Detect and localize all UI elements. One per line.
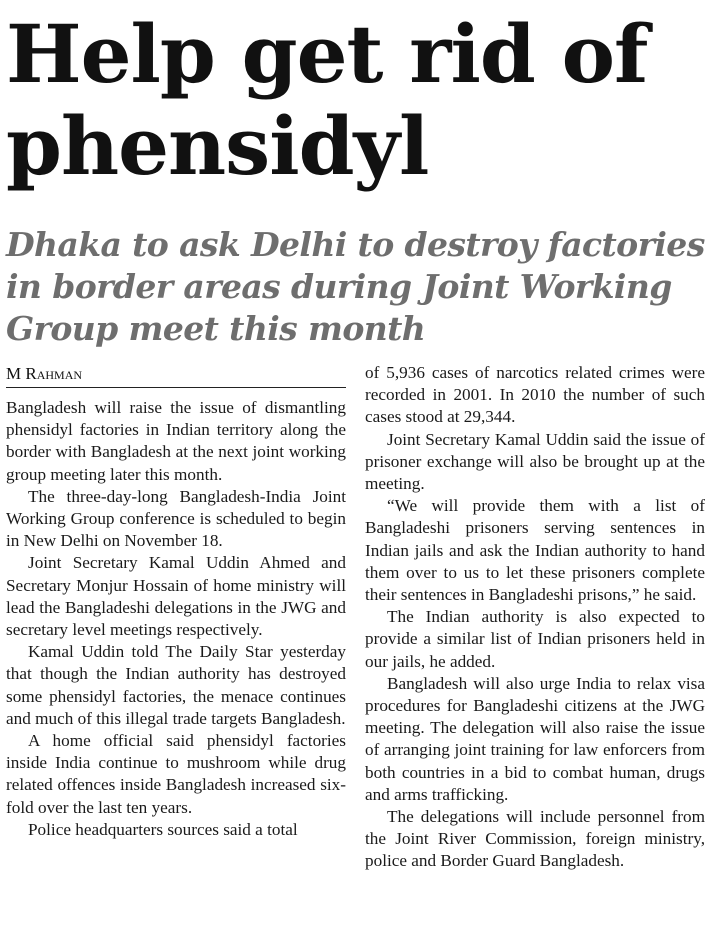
paragraph: Bangladesh will raise the issue of dismantling phensidyl factories in Indian territory along the border with Bangladesh at the next joint working group meeting later this month. — [6, 398, 346, 484]
paragraph: Bangladesh will also urge India to relax visa procedures for Bangladeshi citizens at the JWG meeting. The delegation will also raise the issue of arranging joint training for law enforcers from both countries in a bid to combat human, drugs and arms trafficking. — [365, 673, 705, 804]
paragraph: of 5,936 cases of narcotics related crimes were recorded in 2001. In 2010 the number of such cases stood at 29,344. — [365, 363, 705, 427]
subheadline: Dhaka to ask Delhi to destroy factories in border areas during Joint Working Group meet this month — [6, 225, 705, 348]
byline-author: M Rahman — [6, 364, 83, 383]
headline: Help get rid of phensidyl — [6, 7, 648, 193]
article-column-right — [365, 362, 705, 873]
paragraph: Joint Secretary Kamal Uddin said the issue of prisoner exchange will also be brought up at the meeting. — [365, 429, 705, 494]
paragraph: Joint Secretary Kamal Uddin Ahmed and Secretary Monjur Hossain of home ministry will lead the Bangladeshi delegations in the JWG and secretary level meetings respectively. — [6, 553, 346, 640]
paragraph: Police headquarters sources said a total — [28, 819, 298, 839]
paragraph: The delegations will include personnel from the Joint River Commission, foreign ministry, police and Border Guard Bangladesh. — [365, 807, 705, 871]
byline-divider — [6, 387, 346, 388]
paragraph: Kamal Uddin told The Daily Star yesterday that though the Indian authority has destroyed some phensidyl factories, the menace continues and much of this illegal trade targets Bangladesh. — [6, 642, 346, 728]
paragraph: The Indian authority is also expected to provide a similar list of Indian prisoners held in our jails, he added. — [365, 607, 705, 671]
paragraph: “We will provide them with a list of Bangladeshi prisoners serving sentences in Indian jails and ask the Indian authority to hand them over to us to let these prisoners complete their sentences in Bangladeshi prisons,” he said. — [365, 496, 705, 605]
article-column-left — [6, 397, 346, 841]
byline — [6, 364, 346, 384]
paragraph: The three-day-long Bangladesh-India Joint Working Group conference is scheduled to begin in New Delhi on November 18. — [6, 486, 346, 551]
paragraph: A home official said phensidyl factories inside India continue to mushroom while drug related offences inside Bangladesh increased six-fold over the last ten years. — [6, 731, 346, 817]
